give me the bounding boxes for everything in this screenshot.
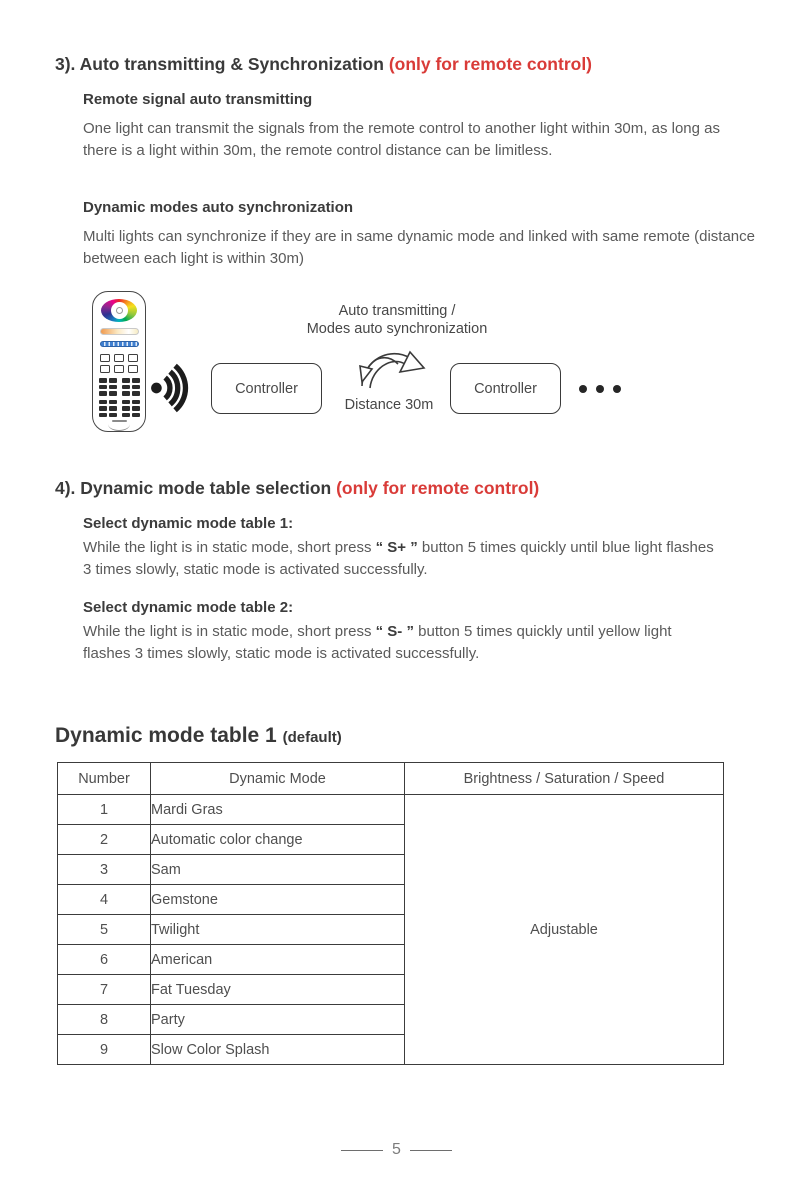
row-number: 7	[58, 975, 151, 1005]
mode-table-default-note: (default)	[282, 729, 342, 746]
select-table1-paragraph	[83, 537, 718, 580]
section-3-note: (only for remote control)	[388, 54, 593, 74]
row-mode: Sam	[151, 855, 405, 885]
row-number: 3	[58, 855, 151, 885]
row-mode: American	[151, 945, 405, 975]
white-temperature-slider-icon	[100, 328, 139, 335]
remote-bottom-curve	[108, 424, 130, 431]
remote-button-grid	[100, 354, 138, 373]
controller-1-label: Controller	[235, 380, 298, 397]
s-minus-key-label: “ S- ”	[375, 623, 414, 640]
diagram-caption	[277, 303, 517, 338]
col-header-number: Number	[58, 763, 151, 795]
diagram-caption-line1: Auto transmitting /	[338, 303, 456, 319]
remote-signal-paragraph: One light can transmit the signals from the remote control to another light within 30m, as long as there is a light within 30m, the remote control distance can be limitless.	[83, 120, 720, 159]
select-table1-subheading: Select dynamic mode table 1:	[83, 515, 294, 532]
color-wheel-dot	[116, 307, 123, 314]
row-mode: Twilight	[151, 915, 405, 945]
mode-table-heading	[55, 724, 342, 748]
remote-control-icon	[92, 291, 146, 432]
select-table1-text-suffix: button 5 times quickly until blue light flashes 3 times slowly, static mode is activated successfully.	[83, 539, 714, 578]
row-mode: Fat Tuesday	[151, 975, 405, 1005]
section-4-note: (only for remote control)	[336, 478, 540, 498]
row-mode: Party	[151, 1005, 405, 1035]
col-header-brightness: Brightness / Saturation / Speed	[405, 763, 724, 795]
remote-signal-subheading: Remote signal auto transmitting	[83, 91, 313, 108]
select-table1-text-prefix: While the light is in static mode, short press	[83, 539, 376, 556]
saturation-slider-icon	[100, 341, 139, 348]
distance-label: Distance 30m	[344, 397, 434, 413]
row-number: 8	[58, 1005, 151, 1035]
adjustable-cell: Adjustable	[405, 795, 724, 1065]
signal-waves-icon	[146, 358, 192, 418]
dynamic-modes-subheading: Dynamic modes auto synchronization	[83, 199, 354, 216]
row-number: 2	[58, 825, 151, 855]
color-wheel-icon	[101, 299, 137, 322]
row-number: 1	[58, 795, 151, 825]
page-number: 5	[392, 1141, 401, 1158]
section-3-title: 3). Auto transmitting & Synchronization	[55, 54, 389, 74]
section-3-heading	[55, 54, 592, 75]
row-mode: Gemstone	[151, 885, 405, 915]
remote-zone-buttons	[98, 378, 140, 417]
row-mode: Automatic color change	[151, 825, 405, 855]
row-mode: Slow Color Splash	[151, 1035, 405, 1065]
controller-2-label: Controller	[474, 380, 537, 397]
section-4-title: 4). Dynamic mode table selection	[55, 478, 337, 498]
s-plus-key-label: “ S+ ”	[375, 539, 418, 556]
table-header-row	[58, 763, 724, 795]
col-header-dynamic-mode: Dynamic Mode	[151, 763, 405, 795]
dynamic-modes-paragraph: Multi lights can synchronize if they are in same dynamic mode and linked with same remote (distance between each light is within 30m)	[83, 228, 755, 267]
row-number: 4	[58, 885, 151, 915]
row-number: 9	[58, 1035, 151, 1065]
ellipsis-dots-icon	[579, 385, 621, 393]
row-number: 6	[58, 945, 151, 975]
controller-box-2	[450, 363, 561, 414]
section-4-heading	[55, 478, 539, 499]
dynamic-mode-table	[57, 762, 724, 1065]
curved-swap-arrows-icon	[352, 340, 434, 396]
mode-table-title: Dynamic mode table 1	[55, 724, 283, 747]
row-number: 5	[58, 915, 151, 945]
select-table2-paragraph	[83, 621, 718, 664]
footer-left-dash	[341, 1150, 383, 1151]
select-table2-subheading: Select dynamic mode table 2:	[83, 599, 294, 616]
brand-mark	[112, 420, 127, 422]
controller-box-1	[211, 363, 322, 414]
footer-right-dash	[410, 1150, 452, 1151]
color-wheel-center	[111, 302, 128, 319]
page-footer	[341, 1141, 452, 1159]
table-row	[58, 795, 724, 825]
row-mode: Mardi Gras	[151, 795, 405, 825]
select-table2-text-suffix: button 5 times quickly until yellow light flashes 3 times slowly, static mode is activated successfully.	[83, 623, 672, 662]
select-table2-text-prefix: While the light is in static mode, short press	[83, 623, 376, 640]
diagram-caption-line2: Modes auto synchronization	[306, 320, 488, 337]
